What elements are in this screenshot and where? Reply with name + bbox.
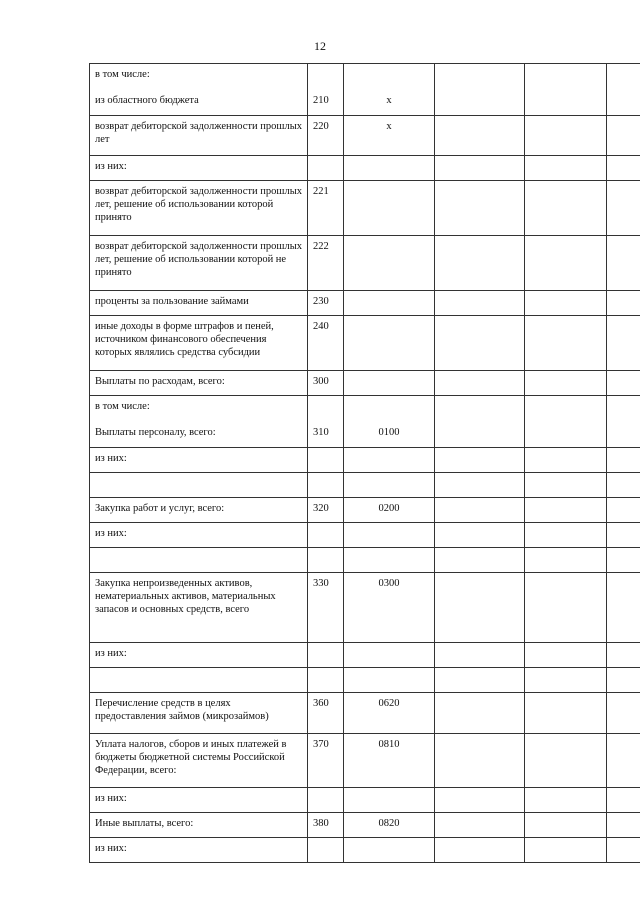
row-empty-cell	[435, 291, 525, 316]
row-empty-cell	[607, 693, 640, 734]
table-row	[90, 498, 640, 523]
row-empty-cell	[525, 643, 607, 668]
row-code-cell-value: 300	[313, 376, 329, 387]
table-row	[90, 473, 640, 498]
row-empty-cell	[607, 548, 640, 573]
row-sublabel: в том числе:	[95, 401, 150, 412]
row-kbk-cell	[344, 838, 435, 863]
row-label-cell	[90, 813, 308, 838]
row-label-cell	[90, 668, 308, 693]
row-empty-cell	[525, 156, 607, 181]
row-empty-cell	[525, 396, 607, 448]
row-kbk-cell	[344, 64, 435, 116]
row-label-cell	[90, 116, 308, 156]
row-code-cell	[308, 643, 344, 668]
row-label-cell	[90, 473, 308, 498]
row-label-cell	[90, 693, 308, 734]
row-empty-cell	[435, 156, 525, 181]
table-row	[90, 291, 640, 316]
row-label-cell	[90, 181, 308, 236]
row-label-cell	[90, 291, 308, 316]
row-kbk-cell	[344, 236, 435, 291]
row-kbk-cell	[344, 734, 435, 788]
row-code-cell	[308, 316, 344, 371]
row-empty-cell	[435, 448, 525, 473]
row-code-cell	[308, 473, 344, 498]
financial-plan-table	[89, 63, 640, 863]
row-kbk-cell	[344, 473, 435, 498]
row-kbk-cell	[344, 813, 435, 838]
row-empty-cell	[607, 236, 640, 291]
row-kbk-cell	[344, 788, 435, 813]
row-empty-cell	[525, 371, 607, 396]
row-code-cell-value: 380	[313, 818, 329, 829]
row-empty-cell	[525, 573, 607, 643]
table-row	[90, 838, 640, 863]
table-row	[90, 668, 640, 693]
row-sublabel: в том числе:	[95, 69, 150, 80]
row-kbk-cell	[344, 548, 435, 573]
row-label: Выплаты персоналу, всего:	[95, 427, 216, 438]
row-empty-cell	[607, 523, 640, 548]
table-row	[90, 643, 640, 668]
row-code-cell-value: 320	[313, 503, 329, 514]
row-label: из них:	[95, 453, 127, 464]
table-row	[90, 523, 640, 548]
row-kbk-cell-value: 0810	[378, 739, 400, 750]
row-empty-cell	[607, 643, 640, 668]
row-empty-cell	[435, 473, 525, 498]
row-empty-cell	[525, 498, 607, 523]
row-label: Уплата налогов, сборов и иных платежей в бюджеты бюджетной системы Российской Федерации, всего:	[95, 739, 287, 776]
row-label: из них:	[95, 648, 127, 659]
row-kbk-cell	[344, 498, 435, 523]
row-kbk-cell	[344, 668, 435, 693]
row-kbk-cell	[344, 396, 435, 448]
row-empty-cell	[607, 116, 640, 156]
row-label: возврат дебиторской задолженности прошлых лет	[95, 121, 303, 145]
row-code-cell	[308, 498, 344, 523]
row-empty-cell	[435, 813, 525, 838]
row-empty-cell	[435, 498, 525, 523]
row-label-cell	[90, 573, 308, 643]
row-empty-cell	[525, 788, 607, 813]
row-empty-cell	[435, 788, 525, 813]
row-empty-cell	[607, 838, 640, 863]
row-label: возврат дебиторской задолженности прошлых лет, решение об использовании которой не принято	[95, 241, 303, 278]
row-kbk-cell-value: 0200	[378, 503, 400, 514]
row-code-cell	[308, 371, 344, 396]
row-empty-cell	[607, 396, 640, 448]
row-empty-cell	[607, 498, 640, 523]
row-kbk-cell-value: 0820	[378, 818, 400, 829]
table-row	[90, 316, 640, 371]
row-code-cell	[308, 838, 344, 863]
table-row	[90, 788, 640, 813]
row-code-cell	[308, 693, 344, 734]
row-empty-cell	[607, 64, 640, 116]
table-row	[90, 448, 640, 473]
row-label-cell	[90, 236, 308, 291]
row-empty-cell	[525, 448, 607, 473]
row-kbk-cell-value: х	[386, 95, 392, 106]
row-kbk-cell	[344, 371, 435, 396]
row-empty-cell	[525, 523, 607, 548]
row-empty-cell	[435, 316, 525, 371]
row-kbk-cell	[344, 116, 435, 156]
row-code-cell-value: 310	[313, 427, 329, 438]
row-empty-cell	[435, 116, 525, 156]
row-empty-cell	[435, 548, 525, 573]
row-kbk-cell-value: 0300	[378, 578, 400, 589]
row-code-cell	[308, 548, 344, 573]
row-label-cell	[90, 643, 308, 668]
row-empty-cell	[525, 813, 607, 838]
table-row	[90, 116, 640, 156]
row-empty-cell	[435, 734, 525, 788]
row-code-cell	[308, 788, 344, 813]
row-label-cell	[90, 371, 308, 396]
row-label: из них:	[95, 528, 127, 539]
row-empty-cell	[435, 838, 525, 863]
row-label: возврат дебиторской задолженности прошлых лет, решение об использовании которой принято	[95, 186, 303, 223]
row-kbk-cell	[344, 316, 435, 371]
row-label-cell	[90, 316, 308, 371]
table-row	[90, 371, 640, 396]
row-empty-cell	[607, 473, 640, 498]
row-label: Перечисление средств в целях предоставления займов (микрозаймов)	[95, 698, 269, 722]
row-code-cell	[308, 291, 344, 316]
row-kbk-cell	[344, 523, 435, 548]
row-code-cell-value: 221	[313, 186, 329, 197]
row-kbk-cell	[344, 693, 435, 734]
row-empty-cell	[607, 156, 640, 181]
row-empty-cell	[435, 236, 525, 291]
row-empty-cell	[607, 813, 640, 838]
row-code-cell	[308, 181, 344, 236]
row-label: Закупка работ и услуг, всего:	[95, 503, 225, 514]
row-label: Закупка непроизведенных активов, нематериальных активов, материальных запасов и основных средств, всего	[95, 578, 276, 615]
row-empty-cell	[435, 643, 525, 668]
row-kbk-cell	[344, 156, 435, 181]
page-number: 12	[314, 39, 326, 53]
table-row	[90, 734, 640, 788]
row-kbk-cell-value: 0100	[378, 427, 400, 438]
row-code-cell-value: 370	[313, 739, 329, 750]
row-label-cell	[90, 523, 308, 548]
row-empty-cell	[607, 734, 640, 788]
row-label-cell	[90, 788, 308, 813]
row-kbk-cell	[344, 291, 435, 316]
row-empty-cell	[435, 573, 525, 643]
row-empty-cell	[435, 371, 525, 396]
row-code-cell-value: 240	[313, 321, 329, 332]
row-kbk-cell	[344, 643, 435, 668]
row-label: из областного бюджета	[95, 95, 199, 106]
row-code-cell	[308, 813, 344, 838]
row-label: из них:	[95, 843, 127, 854]
table-row	[90, 64, 640, 116]
row-code-cell	[308, 668, 344, 693]
row-empty-cell	[607, 316, 640, 371]
table-row	[90, 236, 640, 291]
row-label-cell	[90, 498, 308, 523]
row-empty-cell	[435, 693, 525, 734]
row-code-cell-value: 210	[313, 95, 329, 106]
row-label-cell	[90, 548, 308, 573]
row-empty-cell	[607, 181, 640, 236]
row-empty-cell	[525, 668, 607, 693]
row-label-cell	[90, 396, 308, 448]
row-code-cell	[308, 396, 344, 448]
row-label: Иные выплаты, всего:	[95, 818, 194, 829]
row-code-cell	[308, 116, 344, 156]
row-empty-cell	[607, 788, 640, 813]
row-label: проценты за пользование займами	[95, 296, 249, 307]
row-empty-cell	[607, 371, 640, 396]
row-empty-cell	[607, 291, 640, 316]
row-empty-cell	[435, 396, 525, 448]
row-empty-cell	[525, 838, 607, 863]
table-row	[90, 548, 640, 573]
row-empty-cell	[525, 116, 607, 156]
row-empty-cell	[435, 668, 525, 693]
row-kbk-cell	[344, 448, 435, 473]
row-label: из них:	[95, 793, 127, 804]
row-code-cell	[308, 573, 344, 643]
row-code-cell-value: 330	[313, 578, 329, 589]
row-code-cell	[308, 734, 344, 788]
row-empty-cell	[525, 236, 607, 291]
row-empty-cell	[525, 473, 607, 498]
row-code-cell	[308, 156, 344, 181]
row-label-cell	[90, 448, 308, 473]
row-empty-cell	[607, 573, 640, 643]
row-code-cell	[308, 236, 344, 291]
row-kbk-cell-value: х	[386, 121, 392, 132]
row-empty-cell	[525, 316, 607, 371]
row-empty-cell	[435, 523, 525, 548]
table-row	[90, 396, 640, 448]
row-label-cell	[90, 734, 308, 788]
row-label-cell	[90, 838, 308, 863]
table-row	[90, 181, 640, 236]
row-empty-cell	[525, 181, 607, 236]
table-row	[90, 156, 640, 181]
row-empty-cell	[435, 64, 525, 116]
row-kbk-cell-value: 0620	[378, 698, 400, 709]
row-empty-cell	[525, 734, 607, 788]
row-kbk-cell	[344, 573, 435, 643]
table-row	[90, 573, 640, 643]
row-empty-cell	[525, 64, 607, 116]
row-empty-cell	[525, 548, 607, 573]
row-label: Выплаты по расходам, всего:	[95, 376, 225, 387]
row-empty-cell	[607, 668, 640, 693]
row-kbk-cell	[344, 181, 435, 236]
row-label-cell	[90, 64, 308, 116]
row-code-cell-value: 222	[313, 241, 329, 252]
row-code-cell	[308, 448, 344, 473]
row-empty-cell	[435, 181, 525, 236]
table-body	[90, 64, 640, 863]
row-label: из них:	[95, 161, 127, 172]
table-row	[90, 813, 640, 838]
row-code-cell	[308, 523, 344, 548]
row-empty-cell	[607, 448, 640, 473]
row-empty-cell	[525, 291, 607, 316]
row-code-cell-value: 220	[313, 121, 329, 132]
row-code-cell-value: 230	[313, 296, 329, 307]
row-label-cell	[90, 156, 308, 181]
row-code-cell	[308, 64, 344, 116]
row-label: иные доходы в форме штрафов и пеней, источником финансового обеспечения которых являлись средства субсидии	[95, 321, 274, 358]
table-row	[90, 693, 640, 734]
row-code-cell-value: 360	[313, 698, 329, 709]
row-empty-cell	[525, 693, 607, 734]
